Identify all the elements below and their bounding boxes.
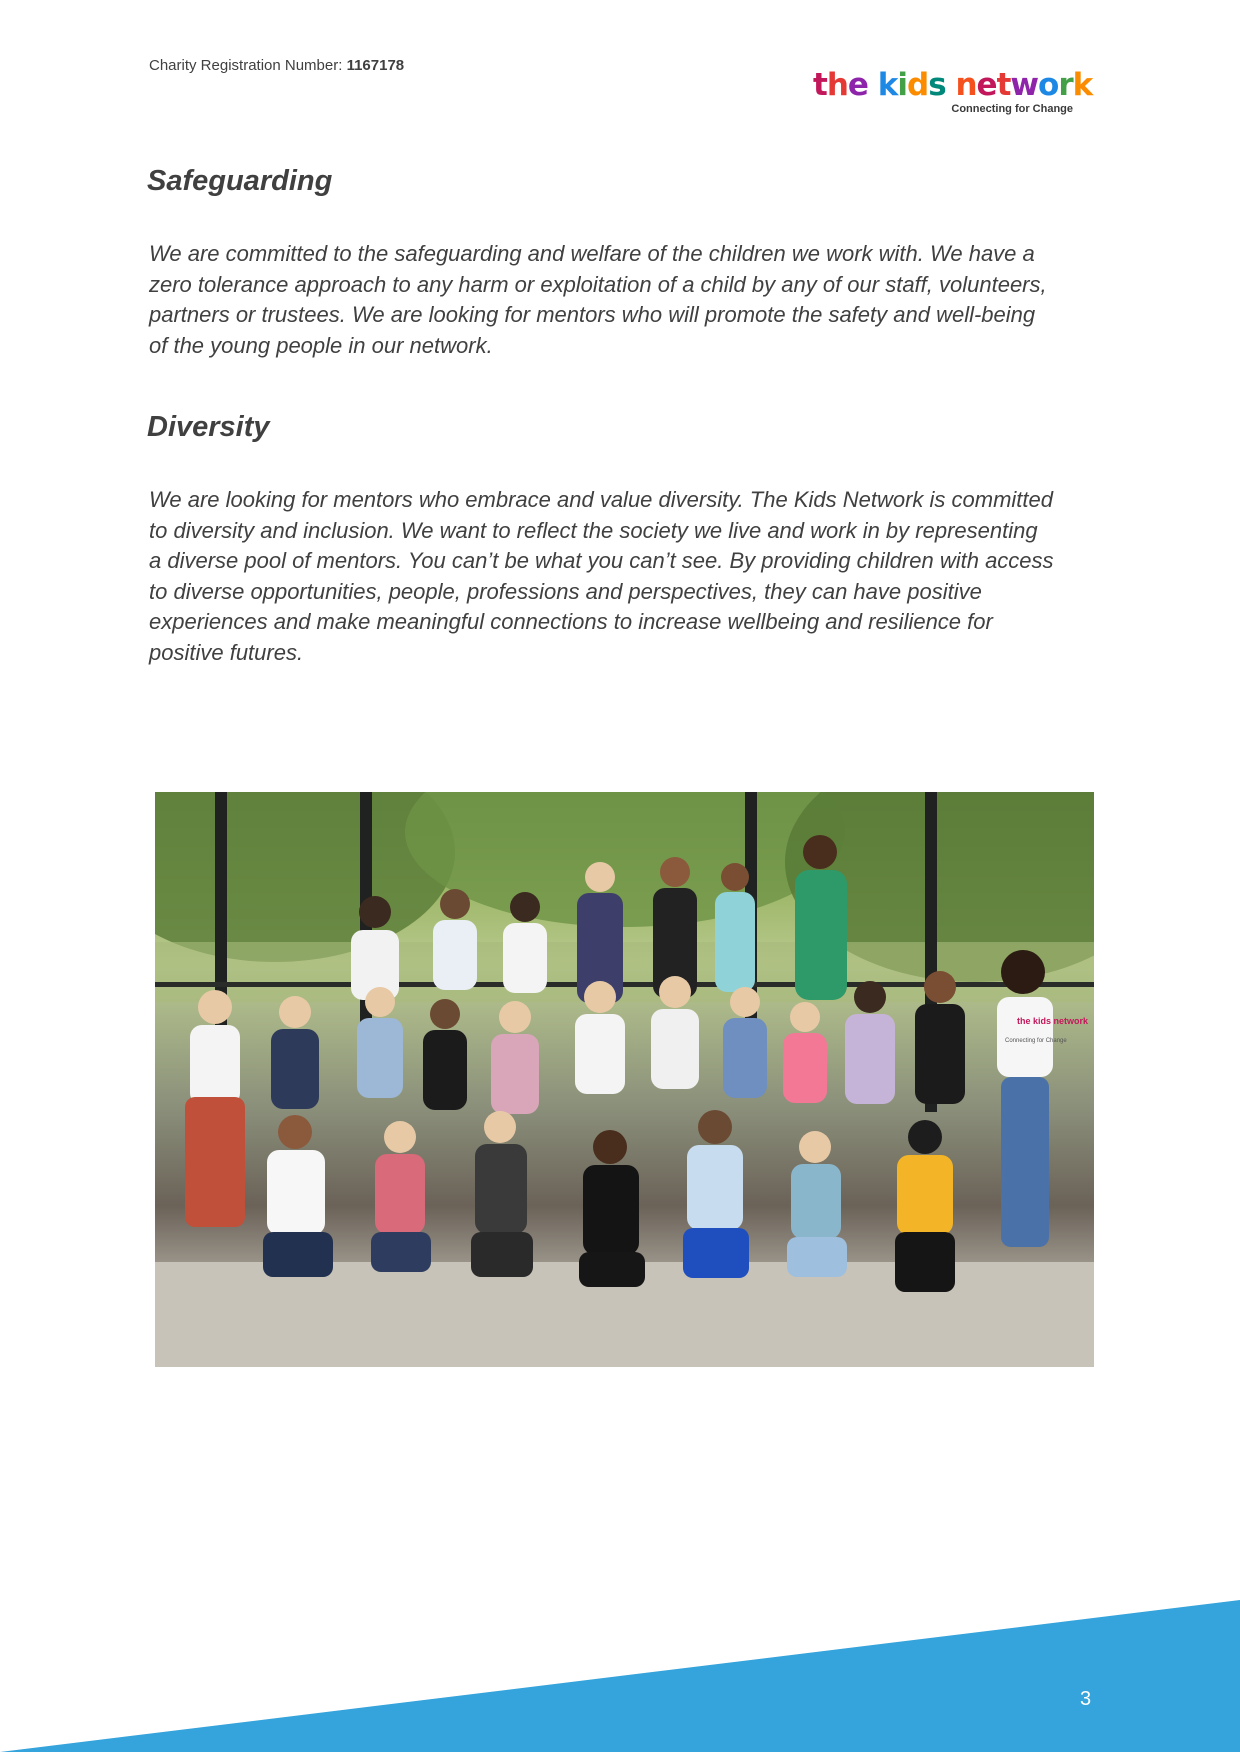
group-photo-illustration: [155, 792, 1094, 1367]
paragraph-line: to diversity and inclusion. We want to reflect the society we live and work in by representing: [149, 517, 1038, 543]
diversity-paragraph: [149, 485, 1099, 668]
logo-letter: d: [907, 67, 929, 103]
paragraph-line: of the young people in our network.: [149, 332, 493, 358]
shirt-logo-tagline: Connecting for Change: [1005, 1038, 1067, 1044]
paragraph-line: positive futures.: [149, 639, 304, 665]
diversity-heading: Diversity: [147, 411, 270, 443]
paragraph-line: to diverse opportunities, people, professions and perspectives, they can have positive: [149, 578, 982, 604]
safeguarding-heading: Safeguarding: [147, 165, 333, 197]
logo-wordmark: [813, 67, 1093, 103]
logo-letter: k: [1072, 67, 1093, 103]
kids-network-logo: [813, 67, 1093, 120]
logo-letter: h: [826, 67, 848, 103]
safeguarding-paragraph: [149, 239, 1099, 361]
logo-letter: [946, 67, 956, 103]
paragraph-line: We are committed to the safeguarding and welfare of the children we work with. We have a: [149, 241, 1035, 266]
shirt-logo-text: the kids network: [1017, 1016, 1089, 1026]
logo-tagline: Connecting for Change: [951, 103, 1073, 115]
logo-letter: e: [847, 67, 868, 103]
logo-letter: n: [955, 67, 977, 103]
logo-letter: o: [1038, 67, 1059, 103]
paragraph-line: We are looking for mentors who embrace and value diversity. The Kids Network is committed: [149, 487, 1053, 512]
charity-registration: [149, 57, 404, 74]
logo-letter: t: [996, 67, 1011, 103]
paragraph-line: a diverse pool of mentors. You can’t be what you can’t see. By providing children with access: [149, 548, 1054, 573]
logo-letter: [868, 67, 878, 103]
logo-letter: i: [897, 67, 907, 103]
group-photo: [155, 792, 1094, 1367]
registration-label: Charity Registration Number:: [149, 57, 347, 74]
logo-letter: r: [1058, 67, 1073, 103]
paragraph-line: partners or trustees. We are looking for mentors who will promote the safety and well-being: [149, 302, 1036, 327]
logo-letter: e: [976, 67, 997, 103]
page-number: 3: [1080, 1688, 1092, 1710]
logo-letter: t: [813, 67, 827, 103]
footer-accent-shape: [0, 1590, 1240, 1752]
registration-number: 1167178: [346, 57, 405, 74]
logo-letter: w: [1010, 67, 1039, 103]
logo-letter: s: [928, 67, 946, 103]
logo-letter: k: [877, 67, 898, 103]
paragraph-line: experiences and make meaningful connections to increase wellbeing and resilience for: [149, 609, 993, 634]
paragraph-line: zero tolerance approach to any harm or exploitation of a child by any of our staff, volunteers,: [149, 271, 1047, 297]
